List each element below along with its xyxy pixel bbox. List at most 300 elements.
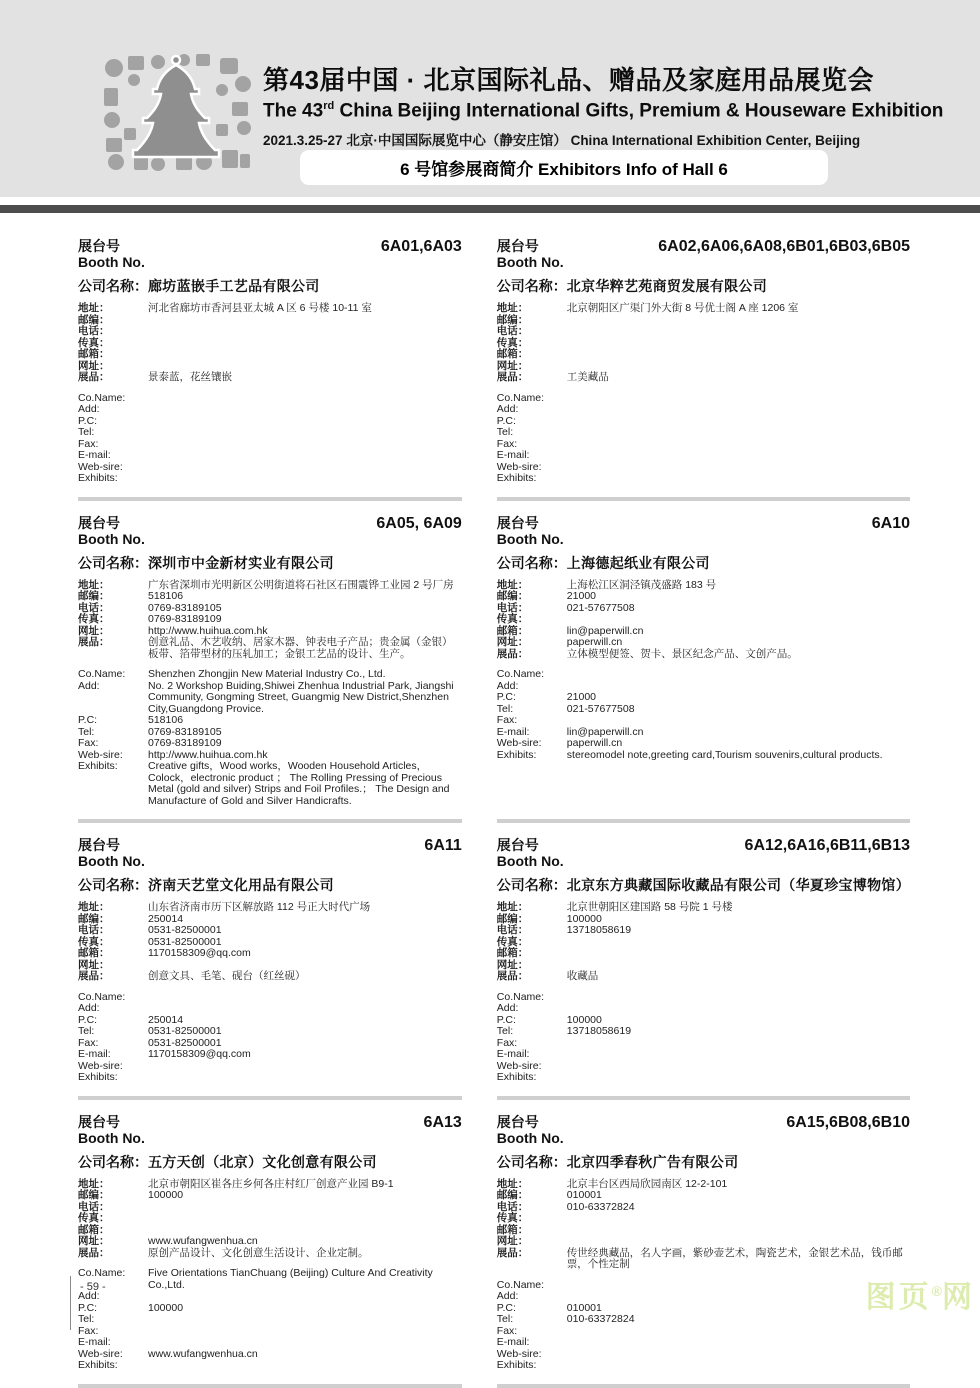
title-en-sup: rd	[323, 100, 335, 112]
field-value: paperwill.cn	[566, 737, 623, 749]
field-value	[567, 1291, 910, 1303]
field-value: 0769-83189105	[148, 601, 222, 614]
cn-fields	[497, 303, 910, 384]
field-row	[497, 1236, 910, 1248]
field-value	[567, 450, 910, 462]
field-row	[78, 326, 462, 338]
field-value: 0531-82500001	[148, 924, 222, 936]
field-label: 邮箱：	[496, 1223, 529, 1236]
field-value	[148, 439, 462, 451]
field-row	[78, 338, 462, 350]
booth-line	[497, 515, 910, 532]
field-value: www.wufangwenhua.cn	[148, 1347, 258, 1360]
field-label: Exhibits:	[496, 1071, 537, 1083]
field-label: Exhibits:	[78, 760, 118, 772]
field-value	[567, 326, 910, 338]
field-row	[78, 1026, 462, 1038]
field-label: Add:	[78, 1290, 100, 1302]
field-value: 021-57677508	[566, 702, 635, 715]
booth-line	[78, 515, 462, 532]
field-value: 河北省廊坊市香河县亚太城 A 区 6 号楼 10-11 室	[148, 302, 372, 314]
field-row	[78, 761, 462, 807]
field-value	[567, 1038, 910, 1050]
field-value	[567, 937, 910, 949]
field-value	[148, 326, 462, 338]
field-value: lin@paperwill.cn	[566, 725, 644, 738]
field-row	[497, 1291, 910, 1303]
field-value	[148, 338, 462, 350]
field-row	[497, 738, 910, 750]
field-value: Creative gifts，Wood works，Wooden Household Articles，Colock，electronic product ； The Rolling Pressing of Precious Metal (gold and silver) Strips and Foil Profiles.； The Design and Manufacture of Gold and Silver Handicrafts.	[148, 760, 450, 807]
field-value: 传世经典藏品，名人字画，紫砂壶艺术，陶瓷艺术，金银艺术品，钱币邮票，个性定制	[566, 1246, 903, 1270]
company-label: 公司名称：	[78, 554, 148, 571]
field-label: Fax:	[496, 437, 518, 450]
booth-label-en: Booth No.	[496, 1129, 564, 1146]
field-label: Add:	[496, 403, 519, 415]
field-label: E-mail:	[78, 1048, 111, 1060]
field-label: Web-sire:	[78, 748, 123, 761]
field-value: 0769-83189109	[148, 737, 222, 749]
field-row	[78, 902, 462, 914]
field-label: Web-sire:	[78, 1059, 123, 1072]
field-row	[497, 1003, 910, 1015]
field-label: 邮箱：	[496, 624, 529, 637]
field-value	[148, 1003, 462, 1015]
exhibition-title-en	[263, 100, 944, 122]
field-value: 1170158309@qq.com	[148, 1048, 251, 1060]
field-row	[78, 1072, 462, 1084]
booth-number: 6A15,6B08,6B10	[786, 1113, 910, 1131]
company-line	[78, 1152, 462, 1172]
header-divider-bar	[0, 205, 980, 213]
field-value	[567, 1326, 910, 1338]
entry-divider	[497, 1384, 910, 1388]
field-row	[78, 914, 462, 926]
exhibitor-entry	[497, 238, 910, 501]
field-row	[78, 315, 462, 327]
field-value: 021-57677508	[566, 601, 635, 614]
booth-label-cn: 展台号	[496, 1113, 539, 1130]
company-line	[497, 875, 910, 895]
field-row	[78, 1202, 462, 1214]
page-number: - 59 -	[80, 1281, 106, 1293]
exhibitor-entry	[78, 1114, 462, 1388]
field-row	[497, 1280, 910, 1292]
page-header	[0, 0, 980, 197]
field-label: 传真：	[78, 613, 110, 625]
field-label: 展品：	[78, 970, 110, 982]
field-row	[497, 614, 910, 626]
field-value	[148, 992, 462, 1004]
field-label: 邮编：	[496, 912, 529, 925]
company-label: 公司名称：	[496, 278, 567, 294]
booth-number: 6A05, 6A09	[376, 514, 462, 532]
field-label: 邮编：	[78, 1189, 110, 1201]
field-value	[567, 1213, 910, 1225]
field-row	[78, 303, 462, 315]
field-label: Fax:	[496, 1324, 518, 1337]
field-value: 原创产品设计、文化创意生活设计、企业定制。	[148, 1246, 369, 1259]
field-label: 展品：	[78, 1246, 110, 1259]
company-line	[78, 553, 462, 573]
booth-number: 6A12,6A16,6B11,6B13	[744, 837, 910, 854]
cn-fields	[497, 580, 910, 661]
field-label: P.C:	[78, 414, 98, 427]
field-value: 100000	[148, 1189, 184, 1201]
field-value: 山东省济南市历下区解放路 112 号正大时代广场	[148, 901, 371, 913]
field-label: Add:	[78, 679, 100, 692]
field-row	[78, 1213, 462, 1225]
field-value	[148, 1326, 462, 1338]
field-label: Tel:	[78, 1313, 95, 1325]
field-row	[78, 349, 462, 361]
field-row	[497, 1190, 910, 1202]
field-value	[567, 1337, 910, 1349]
field-row	[497, 1061, 910, 1073]
field-label: 网址：	[496, 1235, 529, 1247]
field-label: E-mail:	[78, 449, 111, 461]
field-label: Co.Name:	[78, 668, 126, 680]
field-label: 邮编：	[78, 912, 110, 925]
field-value	[567, 427, 910, 439]
field-row	[78, 1049, 462, 1061]
field-row	[78, 727, 462, 739]
field-value	[567, 1225, 910, 1237]
field-label: Fax:	[78, 737, 99, 749]
field-row	[78, 580, 462, 592]
field-label: Web-sire:	[496, 1347, 542, 1360]
cn-fields	[78, 902, 462, 983]
field-value	[567, 681, 910, 693]
field-label: 电话：	[496, 924, 529, 936]
field-label: 邮编：	[78, 590, 110, 602]
company-label: 公司名称：	[78, 877, 148, 893]
field-value	[567, 361, 910, 373]
field-value: 010-63372824	[566, 1313, 635, 1325]
field-label: Exhibits:	[496, 748, 537, 761]
field-row	[497, 649, 910, 661]
cn-fields	[78, 580, 462, 661]
field-label: E-mail:	[496, 725, 530, 738]
field-label: 邮箱：	[496, 348, 529, 360]
field-label: Exhibits:	[78, 472, 118, 484]
field-value: 010-63372824	[566, 1200, 635, 1213]
field-label: P.C:	[496, 414, 516, 427]
field-label: 网址：	[78, 1235, 110, 1247]
field-row	[78, 614, 462, 626]
exhibitor-grid	[78, 238, 910, 1388]
field-row	[78, 971, 462, 983]
title-en-post: China Beijing International Gifts, Premium & Houseware Exhibition	[334, 100, 944, 122]
field-value: 创意礼品、木艺收纳、居家木器、钟表电子产品；贵金属（金银）板带、箔带型材的压轧加工；金银工艺品的设计、生产。	[148, 636, 453, 660]
field-value: 13718058619	[566, 1025, 632, 1037]
cn-fields	[78, 303, 462, 384]
field-row	[78, 1268, 462, 1291]
field-label: Add:	[496, 1290, 519, 1302]
field-row	[497, 361, 910, 373]
field-label: Web-sire:	[496, 460, 542, 473]
field-label: 地址：	[496, 578, 529, 591]
field-value: www.wufangwenhua.cn	[148, 1235, 258, 1247]
field-value: 100000	[566, 1013, 602, 1026]
field-value	[567, 404, 910, 416]
field-value: paperwill.cn	[566, 636, 623, 648]
booth-line	[78, 837, 462, 854]
field-row	[497, 971, 910, 983]
field-label: 网址：	[496, 359, 529, 372]
field-row	[78, 462, 462, 474]
field-label: Add:	[78, 1002, 100, 1014]
field-label: 展品：	[496, 970, 529, 982]
field-row	[78, 738, 462, 750]
field-value	[148, 349, 462, 361]
field-label: Fax:	[496, 714, 518, 726]
field-row	[78, 715, 462, 727]
field-value	[148, 416, 462, 428]
field-label: Tel:	[496, 426, 514, 438]
company-name: 北京东方典藏国际收藏品有限公司（华夏珍宝博物馆）	[566, 877, 910, 893]
field-label: 电话：	[496, 1200, 529, 1213]
field-row	[497, 1015, 910, 1027]
field-label: 电话：	[496, 325, 529, 337]
field-row	[497, 704, 910, 716]
field-label: Web-sire:	[496, 1059, 542, 1072]
field-value	[567, 1072, 910, 1084]
company-label: 公司名称：	[78, 1153, 148, 1170]
field-row	[497, 1360, 910, 1372]
field-value: 250014	[148, 1013, 184, 1026]
en-fields	[497, 1280, 910, 1372]
booth-number: 6A02,6A06,6A08,6B01,6B03,6B05	[658, 238, 910, 255]
field-label: 网址：	[78, 359, 110, 372]
field-label: Tel:	[78, 725, 95, 738]
field-row	[497, 1213, 910, 1225]
entry-divider	[78, 1096, 462, 1100]
field-value: 0769-83189105	[148, 725, 222, 738]
field-value	[567, 462, 910, 474]
exhibitor-entry	[78, 837, 462, 1100]
field-row	[497, 1049, 910, 1061]
field-label: 邮编：	[496, 1189, 529, 1201]
field-row	[78, 1248, 462, 1260]
field-label: 展品：	[496, 647, 529, 660]
field-value	[148, 1314, 462, 1326]
field-row	[497, 669, 910, 681]
field-row	[78, 450, 462, 462]
field-row	[497, 1179, 910, 1191]
field-label: 地址：	[78, 901, 110, 913]
company-label: 公司名称：	[78, 278, 148, 294]
field-label: Add:	[78, 403, 100, 415]
field-row	[497, 914, 910, 926]
field-row	[78, 992, 462, 1004]
field-label: Web-sire:	[78, 460, 123, 473]
company-name: 五方天创（北京）文化创意有限公司	[148, 1153, 377, 1170]
field-value	[148, 1072, 462, 1084]
field-value	[567, 473, 910, 485]
field-value: 广东省深圳市光明新区公明街道将石社区石围震铧工业园 2 号厂房	[148, 578, 454, 591]
field-row	[78, 603, 462, 615]
company-name: 廊坊蓝嵌手工艺品有限公司	[148, 278, 320, 294]
field-row	[497, 937, 910, 949]
field-value: 0531-82500001	[148, 1025, 222, 1037]
field-label: 传真：	[78, 336, 110, 349]
field-value: Five Orientations TianChuang (Beijing) Culture And Creativity Co.,Ltd.	[148, 1267, 433, 1291]
company-label: 公司名称：	[496, 554, 567, 571]
field-label: 传真：	[78, 1212, 110, 1224]
exhibitor-entry	[497, 515, 910, 824]
field-label: Web-sire:	[78, 1347, 123, 1360]
watermark-pre: 图页	[865, 1281, 932, 1314]
field-row	[497, 473, 910, 485]
field-label: Tel:	[78, 426, 95, 438]
field-label: 地址：	[496, 901, 529, 913]
field-label: 网址：	[496, 958, 529, 971]
field-label: 传真：	[496, 613, 529, 625]
field-row	[78, 1015, 462, 1027]
field-row	[78, 393, 462, 405]
field-value: 13718058619	[566, 924, 632, 936]
field-value	[148, 473, 462, 485]
field-label: Exhibits:	[496, 1359, 537, 1371]
field-value	[148, 315, 462, 327]
field-label: Tel:	[496, 1313, 514, 1325]
booth-line	[497, 837, 910, 854]
field-value	[567, 1236, 910, 1248]
field-label: Fax:	[496, 1036, 518, 1049]
field-value	[148, 393, 462, 405]
field-label: 地址：	[78, 302, 110, 314]
company-name: 北京四季春秋广告有限公司	[566, 1153, 739, 1170]
field-label: 电话：	[496, 601, 529, 614]
field-value	[567, 439, 910, 451]
field-value	[567, 1280, 910, 1292]
field-value: 创意文具、毛笔、砚台（红丝砚）	[148, 970, 306, 982]
cn-fields	[78, 1179, 462, 1260]
field-row	[78, 1003, 462, 1015]
field-value	[567, 1061, 910, 1073]
field-row	[497, 427, 910, 439]
exhibition-title-cn: 第43届中国 · 北京国际礼品、赠品及家庭用品展览会	[263, 65, 875, 95]
field-row	[497, 750, 910, 762]
booth-label-cn: 展台号	[496, 238, 539, 254]
booth-line	[78, 1114, 462, 1131]
field-value	[148, 1202, 462, 1214]
field-value: 21000	[566, 691, 596, 703]
field-label: Co.Name:	[78, 1267, 126, 1279]
field-row	[497, 626, 910, 638]
field-row	[78, 1360, 462, 1372]
field-value: 北京世朝阳区建国路 58 号院 1 号楼	[566, 901, 733, 913]
field-row	[497, 681, 910, 693]
field-row	[497, 349, 910, 361]
exhibitor-entry	[78, 515, 462, 824]
field-label: 网址：	[78, 958, 110, 971]
field-label: P.C:	[496, 1301, 516, 1314]
field-value: 0769-83189109	[148, 613, 222, 625]
field-row	[78, 637, 462, 660]
field-row	[78, 925, 462, 937]
field-value: 景泰蓝，花丝镶嵌	[148, 371, 232, 383]
field-value: 北京朝阳区广渠门外大街 8 号优士阁 A 座 1206 室	[566, 302, 799, 314]
field-value	[567, 992, 910, 1004]
field-value: 100000	[566, 912, 602, 925]
field-value: stereomodel note,greeting card,Tourism souvenirs,cultural products.	[566, 748, 883, 761]
booth-label-en: Booth No.	[78, 853, 145, 869]
field-row	[497, 338, 910, 350]
field-label: Fax:	[78, 1036, 99, 1049]
field-value	[567, 1360, 910, 1372]
field-label: Tel:	[78, 1025, 95, 1037]
field-label: Co.Name:	[78, 990, 126, 1003]
company-line	[497, 553, 910, 573]
field-label: 邮编：	[496, 590, 529, 602]
field-row	[78, 1038, 462, 1050]
field-row	[78, 1349, 462, 1361]
field-value	[148, 427, 462, 439]
field-label: 传真：	[496, 1212, 529, 1224]
title-en-pre: The 43	[263, 100, 324, 122]
company-line	[78, 875, 462, 895]
field-value: 北京市朝阳区崔各庄乡何各庄村红厂创意产业园 B9-1	[148, 1177, 394, 1190]
field-label: Add:	[496, 1002, 519, 1014]
field-value	[567, 614, 910, 626]
field-value	[567, 393, 910, 405]
field-row	[497, 393, 910, 405]
booth-label-en: Booth No.	[78, 254, 145, 270]
field-value	[567, 338, 910, 350]
field-row	[497, 948, 910, 960]
booth-label-cn: 展台号	[78, 837, 120, 853]
field-value: Shenzhen Zhongjin New Material Industry Co., Ltd.	[148, 668, 386, 680]
field-value	[567, 960, 910, 972]
field-value	[148, 1061, 462, 1073]
hall-banner: 6 号馆参展商简介 Exhibitors Info of Hall 6	[300, 150, 828, 185]
booth-label-en: Booth No.	[496, 254, 564, 270]
field-value: 21000	[566, 590, 596, 602]
field-value	[148, 1337, 462, 1349]
field-row	[497, 1326, 910, 1338]
field-value: 518106	[148, 714, 184, 726]
booth-label-en: Booth No.	[496, 530, 564, 547]
field-row	[497, 960, 910, 972]
field-value: 1170158309@qq.com	[148, 947, 251, 959]
exhibitor-entry	[497, 837, 910, 1100]
field-value	[148, 1360, 462, 1372]
field-value	[567, 669, 910, 681]
temple-silhouette	[133, 56, 219, 157]
company-name: 上海德起纸业有限公司	[566, 554, 710, 571]
company-label: 公司名称：	[496, 1153, 567, 1170]
field-label: 网址：	[78, 624, 110, 637]
field-value: lin@paperwill.cn	[566, 624, 644, 637]
field-label: 邮箱：	[78, 348, 110, 360]
exhibition-logo	[100, 50, 252, 174]
field-label: Web-sire:	[496, 737, 542, 749]
field-value	[567, 1349, 910, 1361]
field-label: E-mail:	[78, 1336, 111, 1348]
field-label: Tel:	[496, 702, 514, 715]
field-label: 地址：	[78, 1177, 110, 1190]
en-fields	[78, 1268, 462, 1372]
field-row	[78, 404, 462, 416]
field-value	[148, 1291, 462, 1303]
field-row	[497, 1038, 910, 1050]
entry-divider	[497, 819, 910, 823]
field-label: 展品：	[496, 1246, 529, 1259]
field-label: 网址：	[496, 636, 529, 648]
field-row	[497, 1349, 910, 1361]
